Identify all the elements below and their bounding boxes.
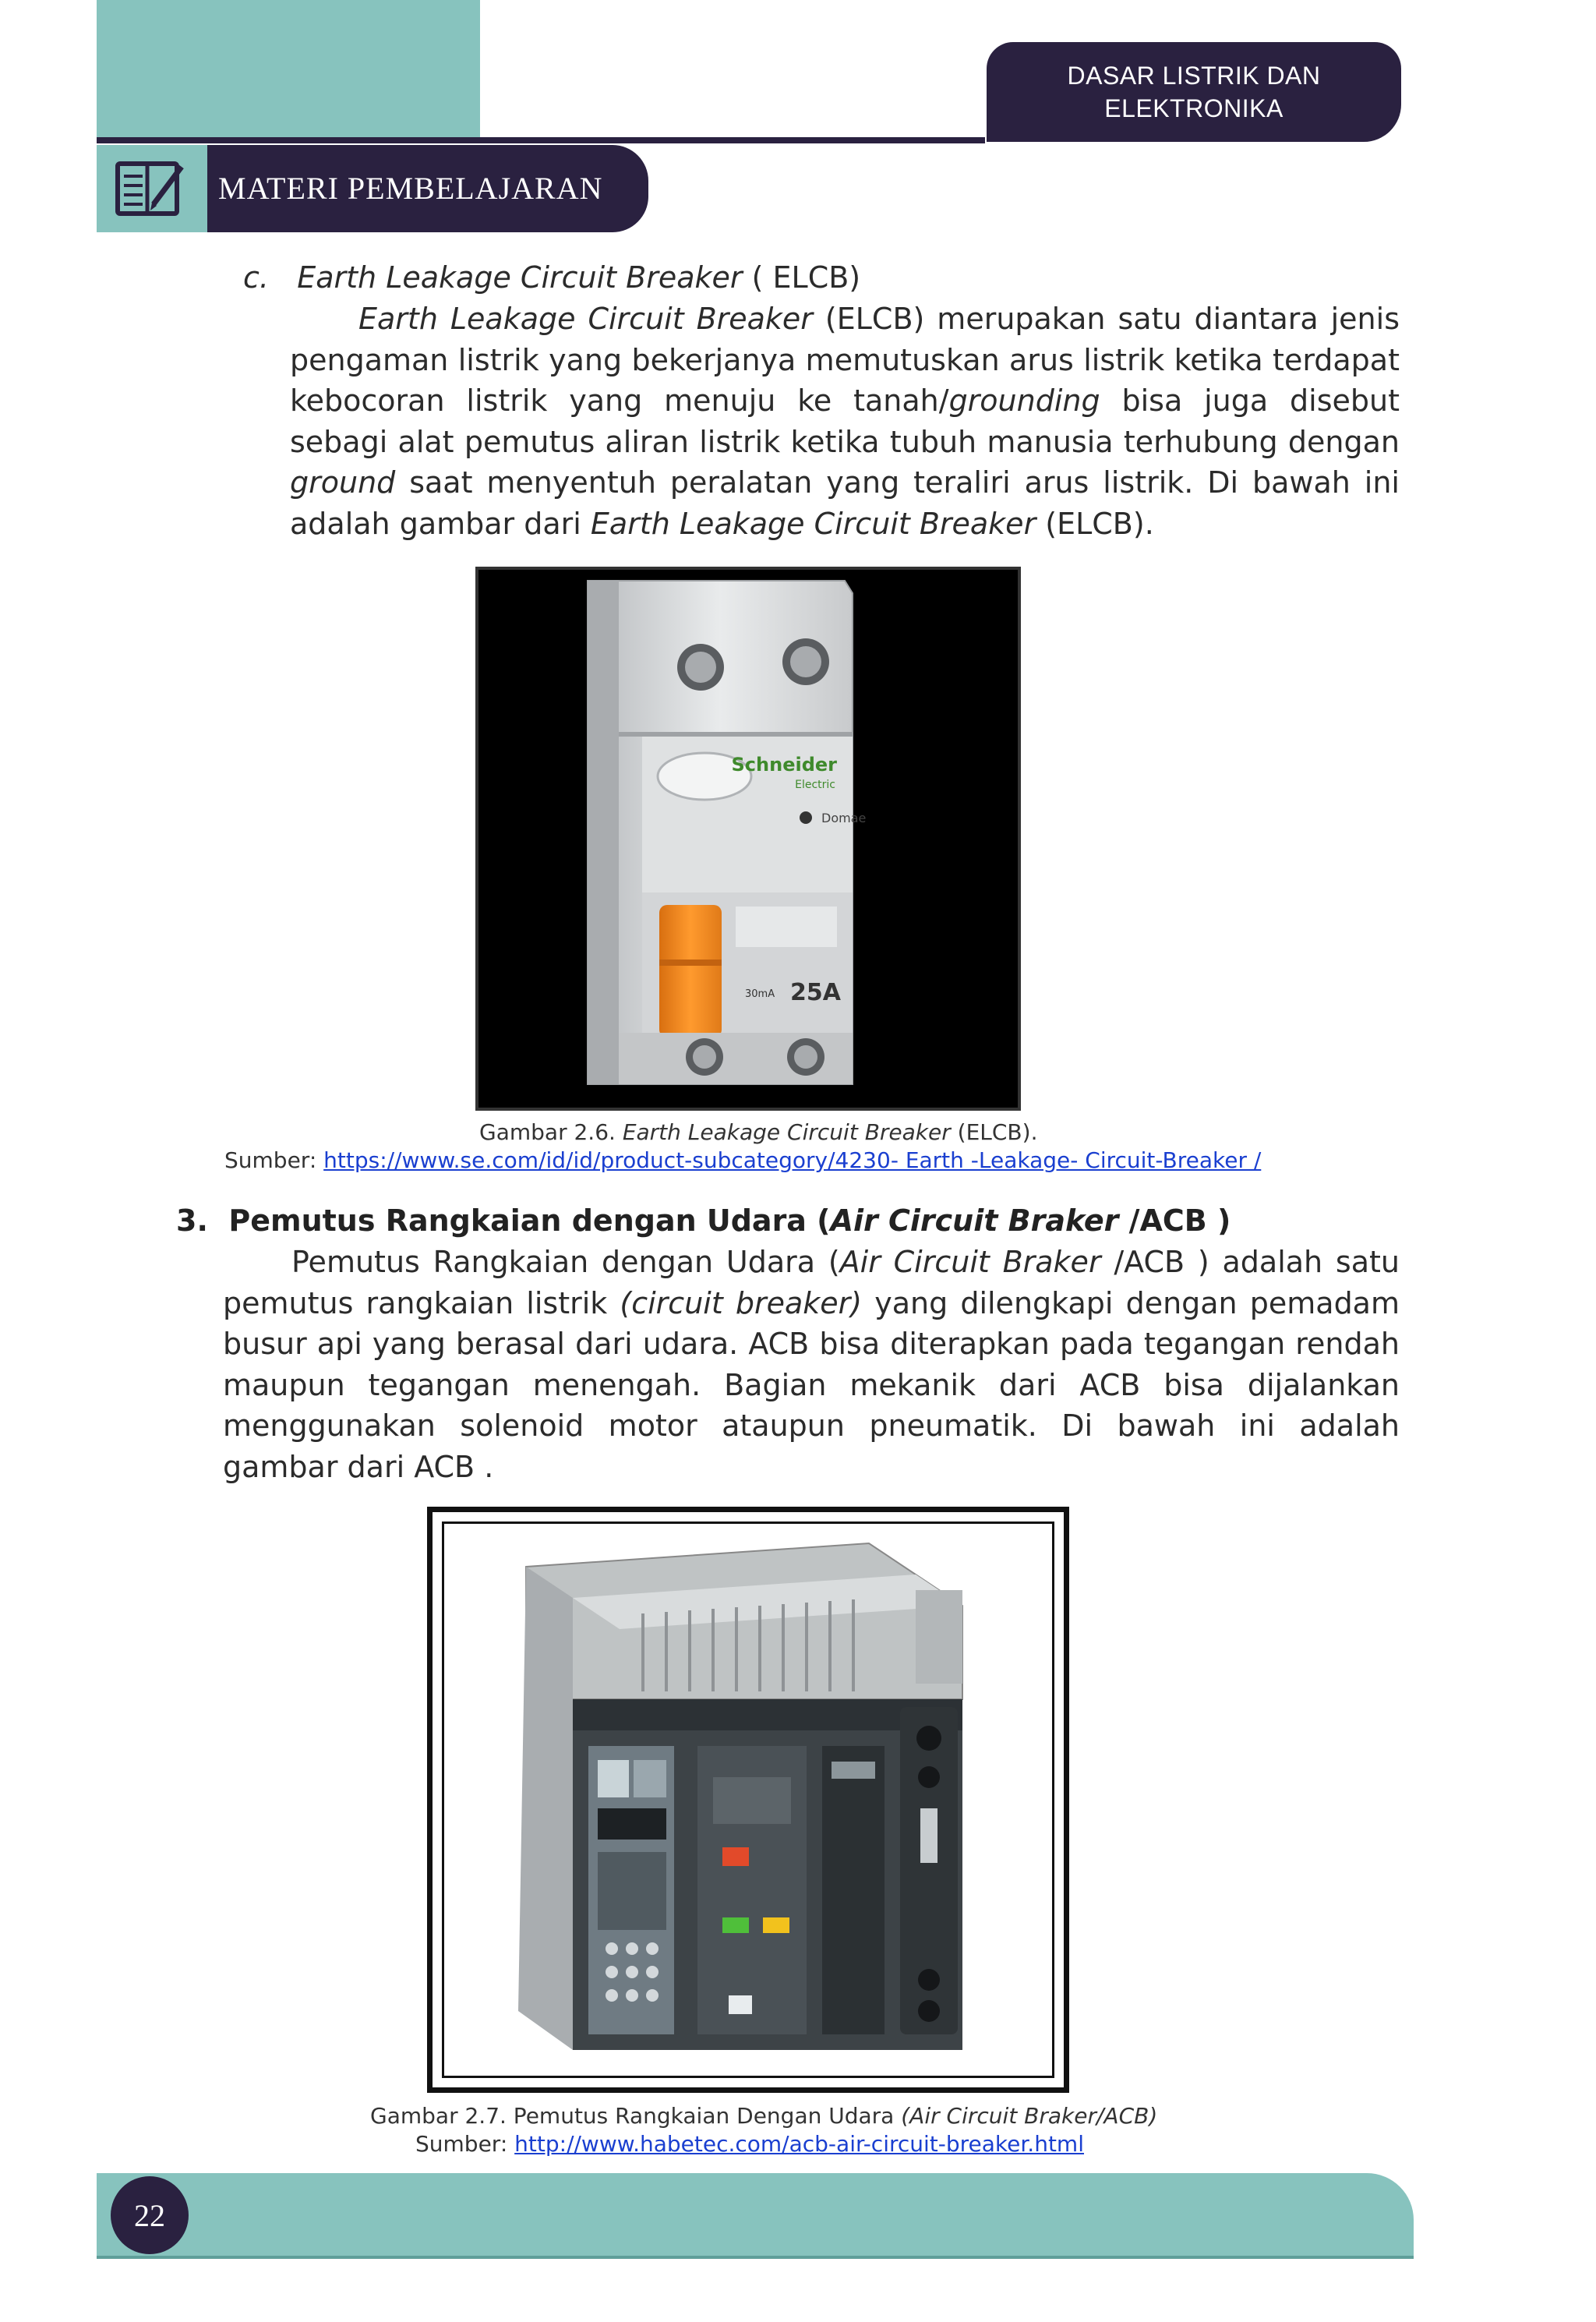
elcb-paragraph — [290, 299, 1400, 544]
source-label: Sumber: — [224, 1147, 324, 1173]
ground-term: ground — [290, 465, 396, 500]
elcb-text: saat menyentuh peralatan yang teraliri arus listrik. Di bawah ini — [395, 465, 1400, 500]
footer-rule — [97, 2256, 1414, 2259]
elcb-line-6 — [290, 504, 1400, 545]
elcb-text: adalah gambar dari — [290, 506, 591, 541]
acb-text: yang dilengkapi dengan pemadam — [862, 1285, 1400, 1320]
acb-heading — [176, 1200, 1231, 1241]
acb-line-6: gambar dari ACB . — [223, 1449, 494, 1484]
subject-line-2: ELEKTRONIKA — [1104, 94, 1284, 122]
page-number: 22 — [111, 2176, 189, 2254]
acb-paragraph — [223, 1242, 1400, 1487]
notebook-pencil-icon — [113, 159, 191, 218]
elcb-text: kebocoran listrik yang menuju ke tanah/ — [290, 383, 949, 418]
acb-line-5: menggunakan solenoid motor ataupun pneumatik. Di bawah ini adalah — [223, 1408, 1400, 1443]
elcb-sensitivity-text: 30mA — [745, 988, 775, 1000]
acb-heading-number: 3. — [176, 1203, 208, 1238]
footer-band — [97, 2173, 1414, 2259]
elcb-text: (ELCB) merupakan satu diantara jenis — [812, 302, 1400, 336]
subject-tab — [987, 42, 1401, 142]
grounding-term: grounding — [948, 383, 1100, 418]
acb-source — [415, 2130, 1084, 2158]
acb-figure — [427, 1507, 1069, 2093]
caption-suffix: (ELCB). — [950, 1119, 1038, 1145]
elcb-line-3 — [290, 380, 1400, 422]
acb-text: pemutus rangkaian listrik — [223, 1285, 620, 1320]
acb-device-illustration — [433, 1512, 1064, 2087]
source-label: Sumber: — [415, 2131, 515, 2157]
caption-term: Earth Leakage Circuit Breaker — [622, 1119, 951, 1145]
elcb-heading-term: Earth Leakage Circuit Breaker — [297, 260, 743, 295]
elcb-text: (ELCB). — [1036, 506, 1154, 541]
elcb-line-4: sebagi alat pemutus aliran listrik ketika tubuh manusia terhubung dengan — [290, 424, 1400, 459]
acb-line-2 — [223, 1283, 1400, 1324]
acb-caption — [370, 2102, 1157, 2130]
elcb-term: Earth Leakage Circuit Breaker — [590, 506, 1036, 541]
elcb-rating-text: 25A — [790, 979, 841, 1006]
acb-text: Pemutus Rangkaian dengan Udara ( — [291, 1245, 840, 1279]
elcb-model-text: Domae — [821, 811, 867, 825]
elcb-line-1 — [290, 299, 1400, 340]
elcb-brand-sub: Electric — [795, 779, 835, 791]
circuit-breaker-term: (circuit breaker) — [620, 1285, 863, 1320]
acb-heading-text-end: /ACB ) — [1118, 1203, 1231, 1238]
caption-term: (Air Circuit Braker/ACB) — [901, 2103, 1158, 2129]
section-title: MATERI PEMBELAJARAN — [218, 171, 603, 206]
acb-line-3: busur api yang berasal dari udara. ACB bisa diterapkan pada tegangan rendah — [223, 1327, 1400, 1361]
elcb-line-5 — [290, 462, 1400, 504]
elcb-device-illustration — [478, 570, 1018, 1108]
header-rule — [97, 137, 985, 143]
acb-text: /ACB ) adalah satu — [1100, 1245, 1400, 1279]
elcb-heading — [243, 257, 860, 298]
elcb-term: Earth Leakage Circuit Breaker — [358, 302, 813, 336]
elcb-line-2: pengaman listrik yang bekerjanya memutuskan arus listrik ketika terdapat — [290, 342, 1400, 377]
elcb-heading-abbr: ( ELCB) — [751, 260, 861, 295]
elcb-figure — [475, 567, 1021, 1111]
section-icon-box — [97, 145, 207, 232]
acb-heading-term: Air Circuit Braker — [830, 1203, 1119, 1238]
elcb-heading-label: c. — [243, 260, 269, 295]
elcb-source-link[interactable]: https://www.se.com/id/id/product-subcategory/4230- Earth -Leakage- Circuit-Breaker / — [323, 1147, 1262, 1173]
elcb-brand-text: Schneider — [731, 754, 837, 776]
acb-source-link[interactable]: http://www.habetec.com/acb-air-circuit-breaker.html — [514, 2131, 1084, 2157]
elcb-text: bisa juga disebut — [1100, 383, 1400, 418]
acb-term: Air Circuit Braker — [839, 1245, 1101, 1279]
acb-line-4: maupun tegangan menengah. Bagian mekanik dari ACB bisa dijalankan — [223, 1367, 1400, 1402]
elcb-source — [224, 1147, 1261, 1175]
header-teal-block — [97, 0, 480, 139]
subject-line-1: DASAR LISTRIK DAN — [1067, 62, 1321, 90]
caption-prefix: Gambar 2.6. — [479, 1119, 623, 1145]
caption-prefix: Gambar 2.7. Pemutus Rangkaian Dengan Udara — [370, 2103, 902, 2129]
acb-heading-text: Pemutus Rangkaian dengan Udara ( — [228, 1203, 831, 1238]
acb-line-1 — [223, 1242, 1400, 1283]
elcb-caption — [479, 1119, 1037, 1147]
